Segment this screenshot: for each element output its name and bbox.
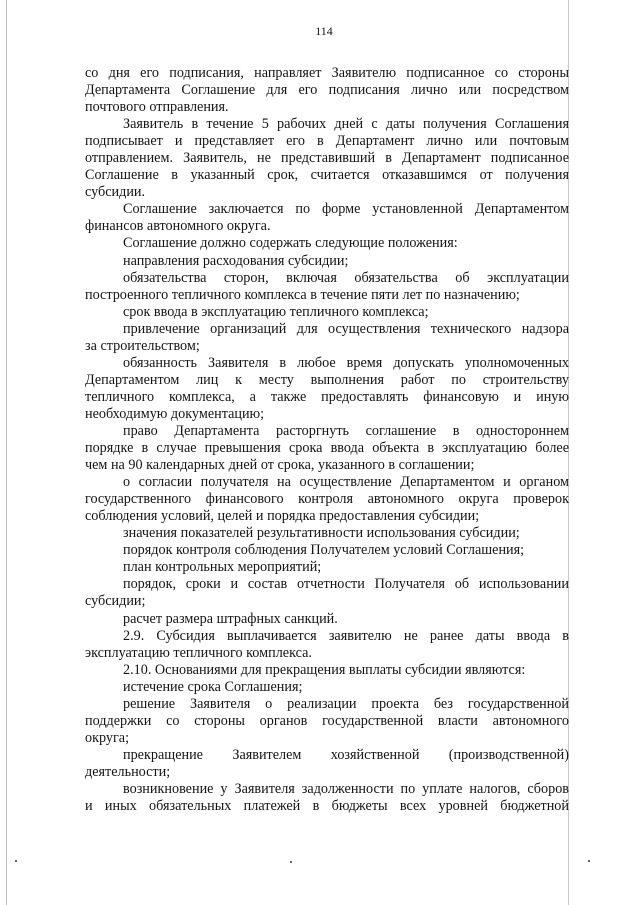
text-line: 2.9. Субсидия выплачивается заявителю не ранее даты ввода в xyxy=(123,627,569,644)
text-line: порядке в случае превышения срока ввода объекта в эксплуатацию более xyxy=(85,440,569,457)
text-line: истечение срока Соглашения; xyxy=(123,678,303,695)
text-line: о согласии получателя на осуществление Департаментом и органом xyxy=(123,474,569,491)
text-line: 2.10. Основаниями для прекращения выплаты субсидии являются: xyxy=(123,661,526,678)
text-line: Соглашение в указанный срок, считается отказавшимся от получения xyxy=(85,167,569,184)
text-line: Департаментом лиц к месту выполнения работ по строительству xyxy=(85,371,569,388)
text-line: эксплуатацию тепличного комплекса. xyxy=(85,644,312,661)
text-line: почтового отправления. xyxy=(85,99,229,116)
text-line: значения показателей результативности использования субсидии; xyxy=(123,525,520,542)
text-line: обязательства сторон, включая обязательства об эксплуатации xyxy=(123,269,569,286)
text-line: возникновение у Заявителя задолженности по уплате налогов, сборов xyxy=(123,780,569,797)
text-line: право Департамента расторгнуть соглашение в одностороннем xyxy=(123,422,569,439)
text-line: округа; xyxy=(85,729,130,746)
text-line: необходимую документацию; xyxy=(85,405,265,422)
text-line: государственного финансового контроля автономного округа проверок xyxy=(85,491,569,508)
text-line: отправлением. Заявитель, не представивший в Департамент подписанное xyxy=(85,150,569,167)
text-line: Соглашение должно содержать следующие положения: xyxy=(123,235,458,252)
text-line: Заявитель в течение 5 рабочих дней с даты получения Соглашения xyxy=(123,116,569,133)
text-line: деятельности; xyxy=(85,763,171,780)
text-line: за строительством; xyxy=(85,337,200,354)
text-line: построенного тепличного комплекса в течение пяти лет по назначению; xyxy=(85,286,520,303)
text-line: порядок, сроки и состав отчетности Получателя об использовании xyxy=(123,576,569,593)
text-line: финансов автономного округа. xyxy=(85,218,271,235)
text-line: субсидии. xyxy=(85,184,146,201)
text-line: решение Заявителя о реализации проекта без государственной xyxy=(123,695,569,712)
text-line: обязанность Заявителя в любое время допускать уполномоченных xyxy=(123,354,569,371)
text-line: план контрольных мероприятий; xyxy=(123,559,322,576)
text-line: и иных обязательных платежей в бюджеты всех уровней бюджетной xyxy=(85,798,569,815)
text-line: Соглашение заключается по форме установленной Департаментом xyxy=(123,201,569,218)
text-line: соблюдения условий, целей и порядка предоставления субсидии; xyxy=(85,508,480,525)
text-line: со дня его подписания, направляет Заявителю подписанное со стороны xyxy=(85,65,569,81)
text-line: поддержки со стороны органов государственной власти автономного xyxy=(85,712,569,729)
scan-speck xyxy=(15,860,17,862)
text-line: Департамента Соглашение для его подписания лично или посредством xyxy=(85,82,569,99)
body-text xyxy=(85,65,569,815)
text-line: чем на 90 календарных дней от срока, указанного в соглашении; xyxy=(85,457,475,474)
scan-speck xyxy=(290,861,292,863)
text-line: порядок контроля соблюдения Получателем условий Соглашения; xyxy=(123,542,525,559)
text-line: привлечение организаций для осуществления технического надзора xyxy=(123,320,569,337)
text-line: субсидии; xyxy=(85,593,146,610)
text-line: направления расходования субсидии; xyxy=(123,252,349,269)
scan-edge-left xyxy=(6,0,7,905)
text-line: подписывает и представляет его в Департамент лично или почтовым xyxy=(85,133,569,150)
text-line: прекращение Заявителем хозяйственной (производственной) xyxy=(123,746,569,763)
text-line: тепличного комплекса, а также предоставлять финансовую и иную xyxy=(85,388,569,405)
scan-speck xyxy=(588,860,590,862)
text-line: расчет размера штрафных санкций. xyxy=(123,610,338,627)
text-line: срок ввода в эксплуатацию тепличного комплекса; xyxy=(123,303,429,320)
page-number: 114 xyxy=(315,24,333,38)
